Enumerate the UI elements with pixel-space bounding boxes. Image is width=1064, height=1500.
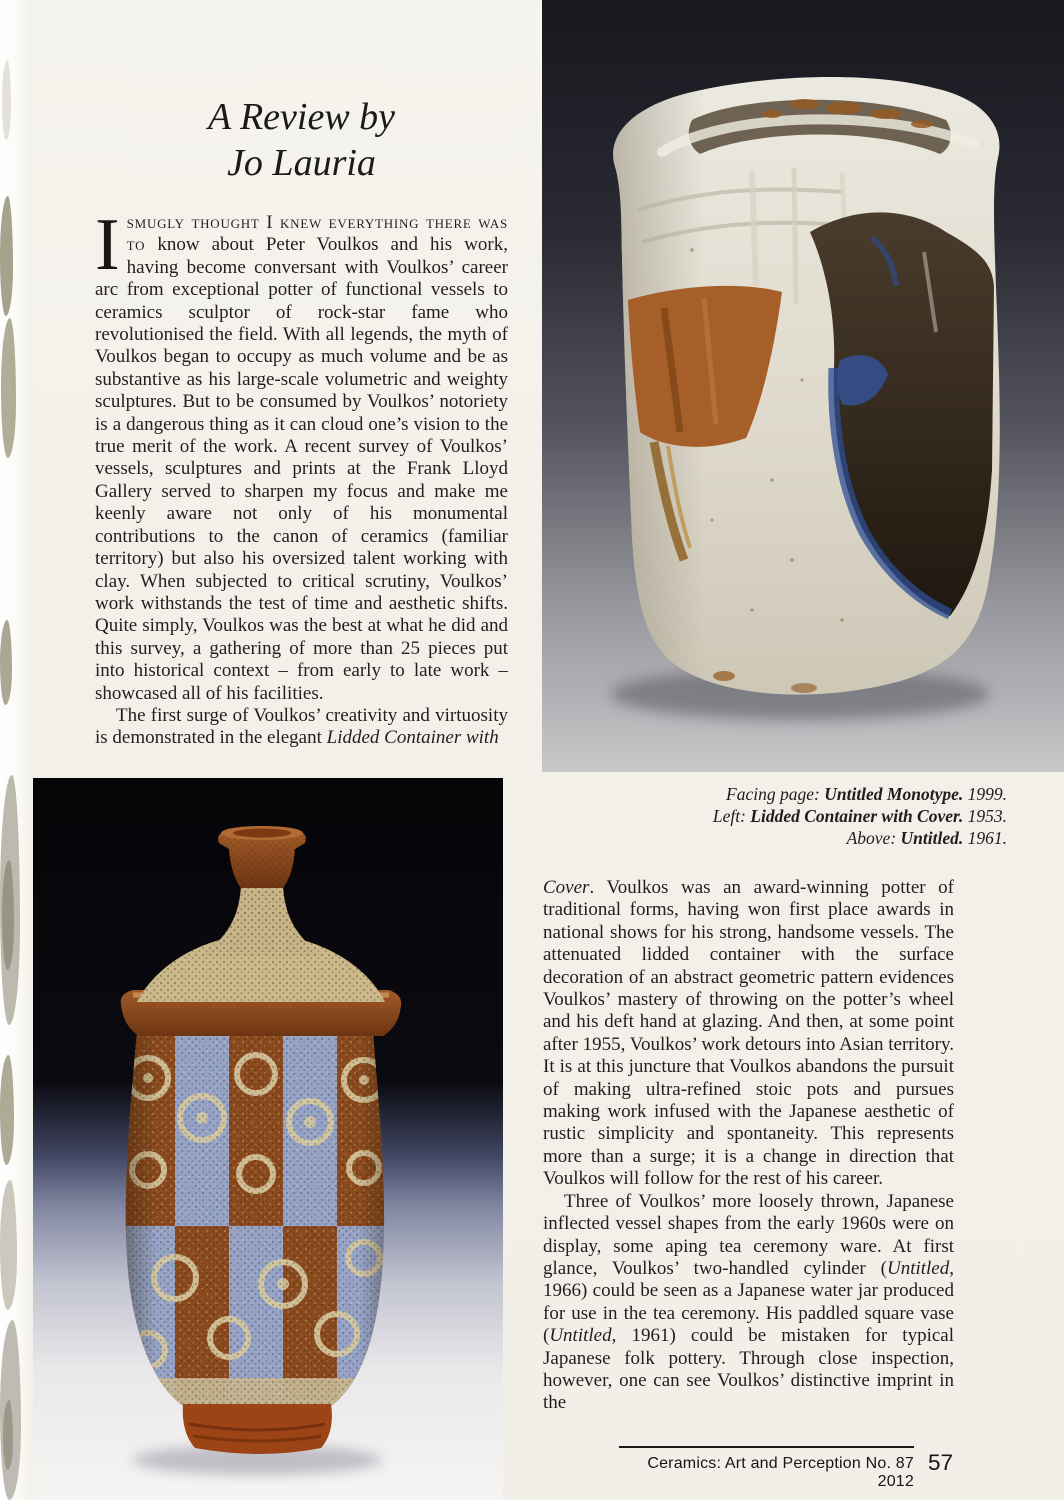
paragraph-text: , 1961) could be mistaken for typical Japanese folk pottery. Through close inspection, however, one can see Voulkos’ distinctive imprint in the <box>543 1325 954 1414</box>
caption-prefix: Facing page: <box>726 784 825 804</box>
caption-work-title: Untitled Monotype. <box>824 784 964 804</box>
caption-prefix: Left: <box>712 806 751 826</box>
paragraph-text: Three of Voulkos’ more loosely thrown, Japanese inflected vessel shapes from the early 1960s were on display, some aping tea ceremony ware. At first glance, Voulkos’ two-handled cylinder ( <box>543 1190 954 1279</box>
work-title-inline: Untitled <box>549 1325 612 1347</box>
caption-work-title: Untitled. <box>900 828 964 848</box>
photo-lidded-container-1953 <box>33 778 503 1500</box>
scanned-page-edge <box>0 0 33 1500</box>
work-title-inline: Untitled <box>886 1257 950 1279</box>
caption-prefix: Above: <box>846 828 901 848</box>
caption-year: 1999. <box>963 784 1007 804</box>
work-title-inline: Cover <box>543 877 590 898</box>
footer-page-number: 57 <box>928 1450 954 1475</box>
photo-untitled-1961 <box>542 0 1064 772</box>
paragraph-text: The first surge of Voulkos’ creativity and virtuosity is demonstrated in the elegant <box>95 704 508 749</box>
left-paragraph-1 <box>95 204 508 705</box>
caption-line-left <box>537 805 1007 827</box>
caption-year: 1953. <box>963 806 1007 826</box>
review-title-line2: Jo Lauria <box>227 142 376 184</box>
work-title-inline: Lidded Container with <box>326 727 499 749</box>
drop-cap: I <box>95 204 120 286</box>
left-text-column <box>95 204 508 750</box>
caption-line-facing-page <box>537 783 1007 805</box>
right-paragraph-1 <box>543 877 954 1191</box>
right-text-column <box>543 877 954 1415</box>
review-title <box>95 94 508 186</box>
left-paragraph-2 <box>95 705 508 750</box>
right-paragraph-2 <box>543 1191 954 1415</box>
paragraph-text: know about Peter Voulkos and his work, having become conversant with Voulkos’ career arc from exceptional potter of functional vessels to ceramics sculptor of rock-star fame who revolutionised the field. With all legends, the myth of Voulkos began to occupy as much volume and be as substantive as his large-scale volumetric and weighty sculptures. But to be consumed by Voulkos’ notoriety is a dangerous thing as it can cloud one’s vision to the true merit of the work. A recent survey of Voulkos’ vessels, sculptures and prints at the Frank Lloyd Gallery served to sharpen my focus and make me keenly aware not only of his monumental contributions to the canon of ceramics (familiar territory) but also his oversized talent working with clay. When subjected to critical scrutiny, Voulkos’ work withstands the test of time and aesthetic shifts. Quite simply, Voulkos was the best at what he did and this survey, a gathering of more than 25 pieces put into historical context – from early to late work – showcased all of his facilities. <box>95 234 508 704</box>
caption-work-title: Lidded Container with Cover. <box>750 806 964 826</box>
footer-rule <box>619 1446 914 1448</box>
paragraph-text: , 1966) could be seen as a Japanese water jar produced for use in the tea ceremony. His paddled square vase ( <box>543 1257 954 1347</box>
caption-line-above <box>537 827 1007 849</box>
photo-captions <box>537 783 1007 849</box>
footer-journal-title: Ceramics: Art and Perception No. 87 2012 <box>647 1455 914 1490</box>
opening-small-caps: smugly thought I knew everything there was to <box>126 212 508 256</box>
caption-year: 1961. <box>963 828 1007 848</box>
review-title-line1: A Review by <box>207 96 396 138</box>
paragraph-text: . Voulkos was an award-winning potter of traditional forms, having won first place awards in national shows for his strong, handsome vessels. The attenuated lidded container with the surface decoration of an abstract geometric pattern evidences Voulkos’ mastery of throwing on the potter’s wheel and his deft hand at glazing. And then, at some point after 1955, Voulkos’ work detours into Asian territory. It is at this juncture that Voulkos abandons the pursuit of making ultra-refined stoic pots and pursues making work infused with the Japanese aesthetic of rustic simplicity and spontaneity. This represents more than a surge; it is a change in direction that Voulkos will follow for the rest of his career. <box>543 877 954 1190</box>
